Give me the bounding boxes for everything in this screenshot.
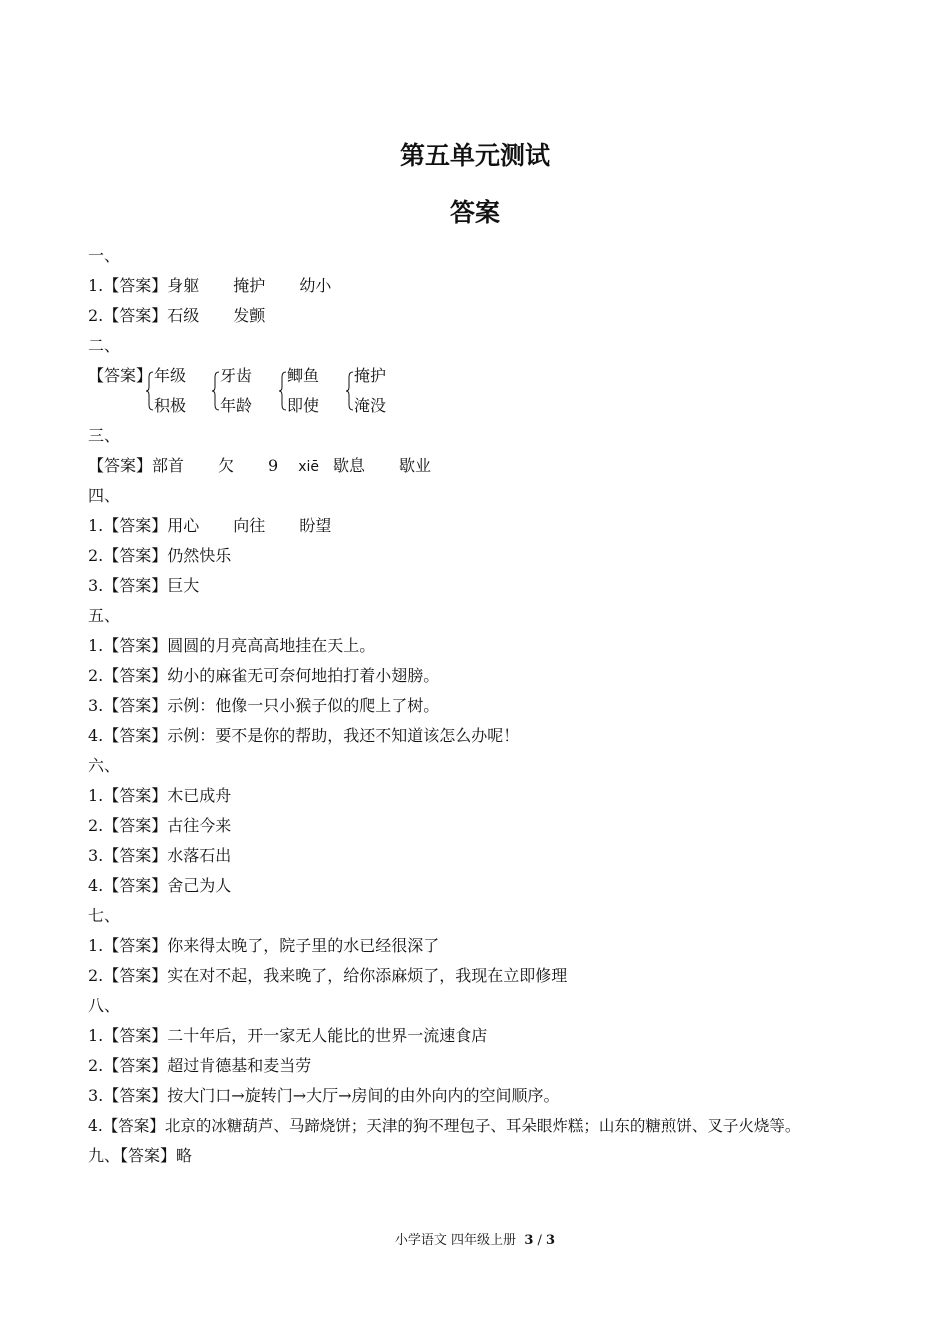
answer-tag: 【答案】 (103, 876, 168, 895)
answer-tag: 【答案】 (103, 726, 168, 745)
page-total: 3 (546, 1233, 556, 1248)
answer-line: 3.【答案】水落石出 (88, 846, 232, 865)
answer-line: 1.【答案】木已成舟 (88, 786, 232, 805)
answer-line: 2.【答案】石级 发颤 (88, 306, 266, 325)
answer-tag: 【答案】 (103, 1086, 168, 1105)
page-footer: 小学语文 四年级上册 3 / 3 (394, 1233, 556, 1248)
answer-content (88, 241, 888, 1171)
section-heading: 九、 (88, 1146, 121, 1165)
section-heading: 四、 (88, 486, 121, 505)
answer-line: 九、【答案】略 (88, 1146, 193, 1165)
answer-tag: 【答案】 (103, 786, 168, 805)
answer-tag: 【答案】 (103, 1056, 168, 1075)
answer-tag: 【答案】 (103, 696, 168, 715)
answer-tag: 【答案】 (103, 966, 168, 985)
answer-line: 1.【答案】圆圆的月亮高高地挂在天上。 (88, 636, 376, 655)
answer-line: 2.【答案】幼小的麻雀无可奈何地拍打着小翅膀。 (88, 666, 440, 685)
brace-icon (346, 371, 354, 411)
answer-tag: 【答案】 (102, 1117, 165, 1135)
answer-line: 1.【答案】你来得太晚了，院子里的水已经很深了 (88, 936, 440, 955)
answer-line: 2.【答案】超过肯德基和麦当劳 (88, 1056, 312, 1075)
section-heading: 三、 (88, 426, 121, 445)
answer-line: 1.【答案】用心 向往 盼望 (88, 516, 332, 535)
answer-tag: 【答案】 (103, 1026, 168, 1045)
answer-line: 3.【答案】按大门口→旋转门→大厅→房间的由外向内的空间顺序。 (88, 1086, 560, 1105)
page-subtitle: 答案 (449, 198, 500, 227)
answer-tag: 【答案】 (88, 366, 153, 385)
answer-tag: 【答案】 (103, 276, 168, 295)
brace-icon (146, 371, 154, 411)
answer-tag: 【答案】 (103, 306, 168, 325)
answer-line: 2.【答案】实在对不起，我来晚了，给你添麻烦了，我现在立即修理 (88, 966, 568, 985)
answer-tag: 【答案】 (103, 936, 168, 955)
answer-line: 4.【答案】舍己为人 (88, 876, 232, 895)
brace-icon (279, 371, 287, 411)
answer-tag: 【答案】 (103, 816, 168, 835)
answer-tag: 【答案】 (103, 576, 168, 595)
answer-tag: 【答案】 (103, 846, 168, 865)
section-heading: 二、 (88, 336, 121, 355)
answer-tag: 【答案】 (88, 456, 153, 475)
section-heading: 一、 (88, 246, 121, 265)
answer-line: 【答案】部首 欠 9 xiē 歇息 歇业 (88, 456, 432, 475)
answer-tag: 【答案】 (103, 546, 168, 565)
answer-line: 1.【答案】二十年后，开一家无人能比的世界一流速食店 (88, 1026, 488, 1045)
brace-icon (212, 371, 220, 411)
section-heading: 七、 (88, 906, 121, 925)
answer-line: 4.【答案】北京的冰糖葫芦、马蹄烧饼；天津的狗不理包子、耳朵眼炸糕；山东的糖煎饼、叉子火烧等。 (88, 1117, 801, 1135)
page-title: 第五单元测试 (399, 141, 550, 170)
answer-line: 3.【答案】示例：他像一只小猴子似的爬上了树。 (88, 696, 440, 715)
section-heading: 五、 (88, 606, 121, 625)
word-pairs: 【答案】 年级 积极 牙齿 年龄 鲫鱼 即使 掩护 淹没 (88, 361, 888, 421)
answer-tag: 【答案】 (120, 1146, 177, 1165)
answer-line: 1.【答案】身躯 掩护 幼小 (88, 276, 332, 295)
answer-line: 2.【答案】古往今来 (88, 816, 232, 835)
page-number: 3 (524, 1233, 534, 1248)
answer-tag: 【答案】 (103, 636, 168, 655)
answer-line: 3.【答案】巨大 (88, 576, 200, 595)
section-heading: 六、 (88, 756, 121, 775)
section-heading: 八、 (88, 996, 121, 1015)
answer-line: 4.【答案】示例：要不是你的帮助，我还不知道该怎么办呢！ (88, 726, 520, 745)
answer-line: 2.【答案】仍然快乐 (88, 546, 232, 565)
footer-subject: 小学语文 四年级上册 (394, 1233, 517, 1248)
answer-tag: 【答案】 (103, 666, 168, 685)
answer-tag: 【答案】 (103, 516, 168, 535)
